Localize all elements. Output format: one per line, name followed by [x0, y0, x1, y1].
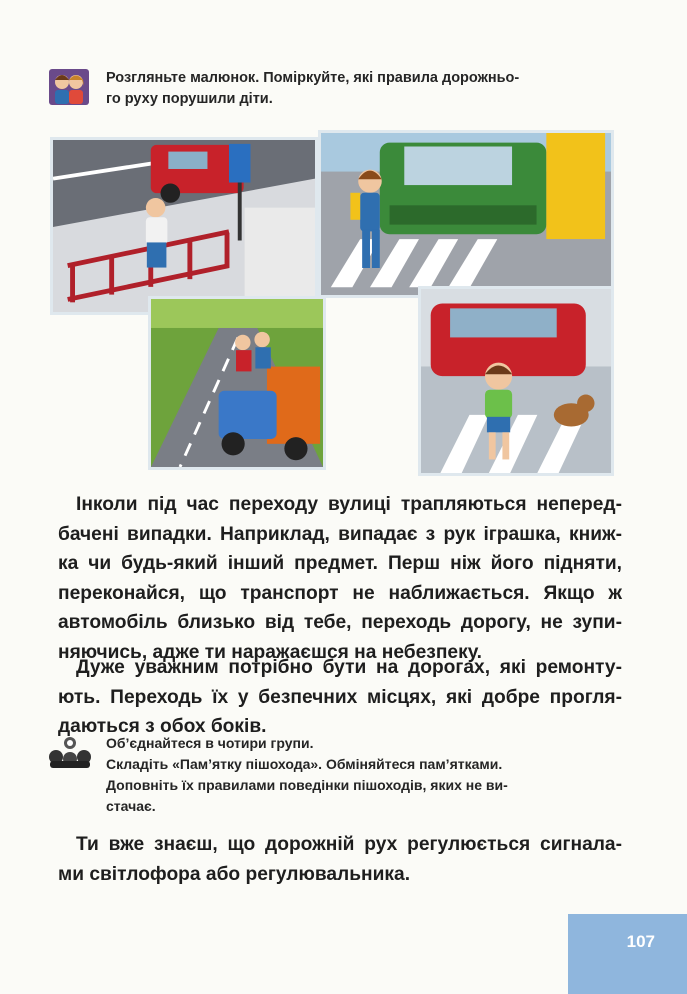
text-line: Інколи під час переходу вулиці трапляються неперед- — [76, 494, 622, 515]
text-line: бачені випадки. Наприклад, випадає з рук іграшка, книж- — [58, 523, 622, 545]
text-line: автомобіль близько від тебе, переходь дорогу, не зупи- — [58, 612, 622, 633]
text-line: Доповніть їх правилами поведінки пішоходів, яких не ви- — [106, 777, 508, 793]
text-line: ють. Переходь їх у безпечних місцях, які добре прогля- — [58, 686, 622, 708]
text-line: переконайся, що транспорт не наближається. Якщо ж — [58, 582, 622, 604]
text-line: Об’єднайтеся в чотири групи. — [106, 735, 314, 751]
paragraph-unexpected-situations — [58, 490, 622, 667]
paragraph-traffic-signals — [58, 830, 622, 889]
text-line: Розгляньте малюнок. Поміркуйте, які правила дорожньо- — [106, 70, 520, 86]
text-line: Дуже уважним потрібно бути на дорогах, які ремонту- — [76, 657, 622, 678]
task1-text — [106, 68, 623, 110]
illustration-boy-climbing-fence — [50, 137, 318, 315]
illustration-girl-on-crosswalk — [318, 130, 614, 298]
pair-work-icon — [48, 68, 90, 106]
text-line: ми світлофора або регулювальника. — [58, 863, 411, 885]
group-work-icon — [48, 735, 92, 769]
text-line: стачає. — [106, 798, 156, 814]
paragraph-road-repair — [58, 653, 622, 742]
text-line: няючись, адже ти наражаєшся на небезпеку. — [58, 641, 483, 663]
text-line: ка чи будь-який інший предмет. Перш ніж його підняти, — [58, 553, 622, 574]
illustration-boy-with-dog — [418, 286, 614, 476]
task-pair-work — [48, 68, 623, 112]
illustration-road-repair — [148, 296, 326, 470]
text-line: Ти вже знаєш, що дорожній рух регулюється сигнала- — [76, 834, 622, 855]
text-line: го руху порушили діти. — [106, 91, 273, 107]
text-line: даються з обох боків. — [58, 716, 267, 737]
page-number-tab — [568, 914, 687, 994]
page-number: 107 — [626, 932, 655, 951]
task-group-work — [48, 733, 623, 823]
text-line: Складіть «Пам’ятку пішохода». Обміняйтеся пам’ятками. — [106, 756, 503, 772]
task2-text — [106, 733, 623, 817]
